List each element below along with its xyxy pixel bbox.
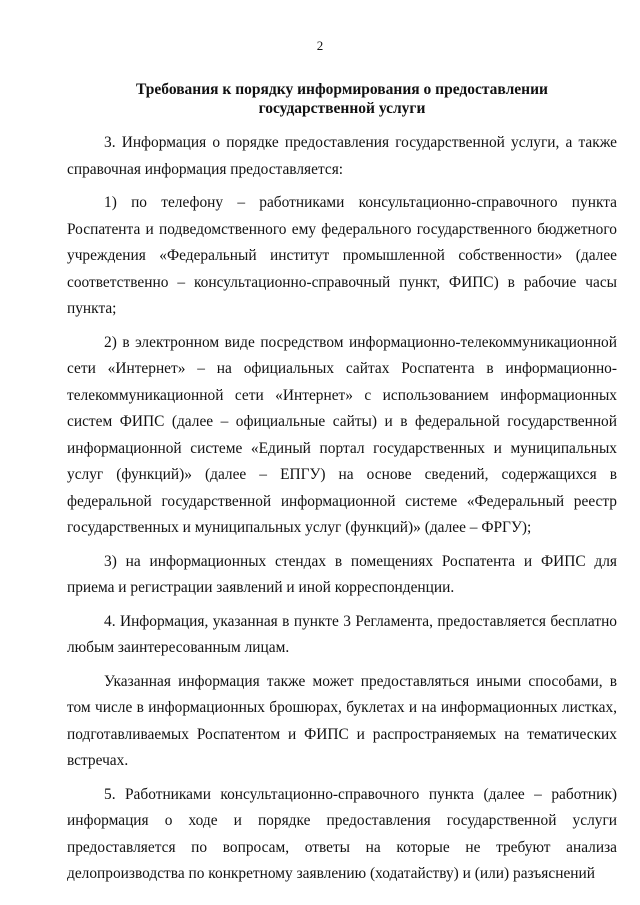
- section-heading: [67, 80, 617, 118]
- section-heading-line-2: государственной услуги: [258, 100, 426, 117]
- paragraph-item-3: 3. Информация о порядке предоставления государственной услуги, а также справочная информация предоставляется:: [67, 134, 617, 178]
- paragraph-item-4: 4. Информация, указанная в пункте 3 Регламента, предоставляется бесплатно любым заинтересованным лицам.: [67, 612, 617, 656]
- paragraph-other-methods: Указанная информация также может предоставляться иными способами, в том числе в информационных брошюрах, буклетах и на информационных листках, подготавливаемых Роспатентом и ФИПС и распространяемых на тематических встречах.: [67, 672, 617, 769]
- section-heading-line-1: Требования к порядку информирования о предоставлении: [136, 81, 548, 98]
- paragraph-subitem-3-stands: 3) на информационных стендах в помещениях Роспатента и ФИПС для приема и регистрации заявлений и иной корреспонденции.: [67, 552, 617, 596]
- paragraph-subitem-1-phone: 1) по телефону – работниками консультационно-справочного пункта Роспатента и подведомственного ему федерального государственного бюджетного учреждения «Федеральный институт промышленной собственности» (далее соответственно – консультационно-справочный пункт, ФИПС) в рабочие часы пункта;: [67, 194, 617, 317]
- paragraph-subitem-2-electronic: 2) в электронном виде посредством информационно-телекоммуникационной сети «Интернет» – на официальных сайтах Роспатента в информационно-телекоммуникационной сети «Интернет» с использованием информационных систем ФИПС (далее – официальные сайты) и в федеральной государственной информационной системе «Единый портал государственных и муниципальных услуг (функций)» (далее – ЕПГУ) на основе сведений, содержащихся в федеральной государственной информационной системе «Федеральный реестр государственных и муниципальных услуг (функций)» (далее – ФРГУ);: [67, 333, 617, 536]
- document-body: [67, 130, 617, 895]
- paragraph-item-5: 5. Работниками консультационно-справочного пункта (далее – работник) информация о ходе и порядке предоставления государственной услуги предоставляется по вопросам, ответы на которые не требуют анализа делопроизводства по конкретному заявлению (ходатайству) и (или) разъяснений: [67, 785, 617, 882]
- page-number: 2: [316, 38, 324, 53]
